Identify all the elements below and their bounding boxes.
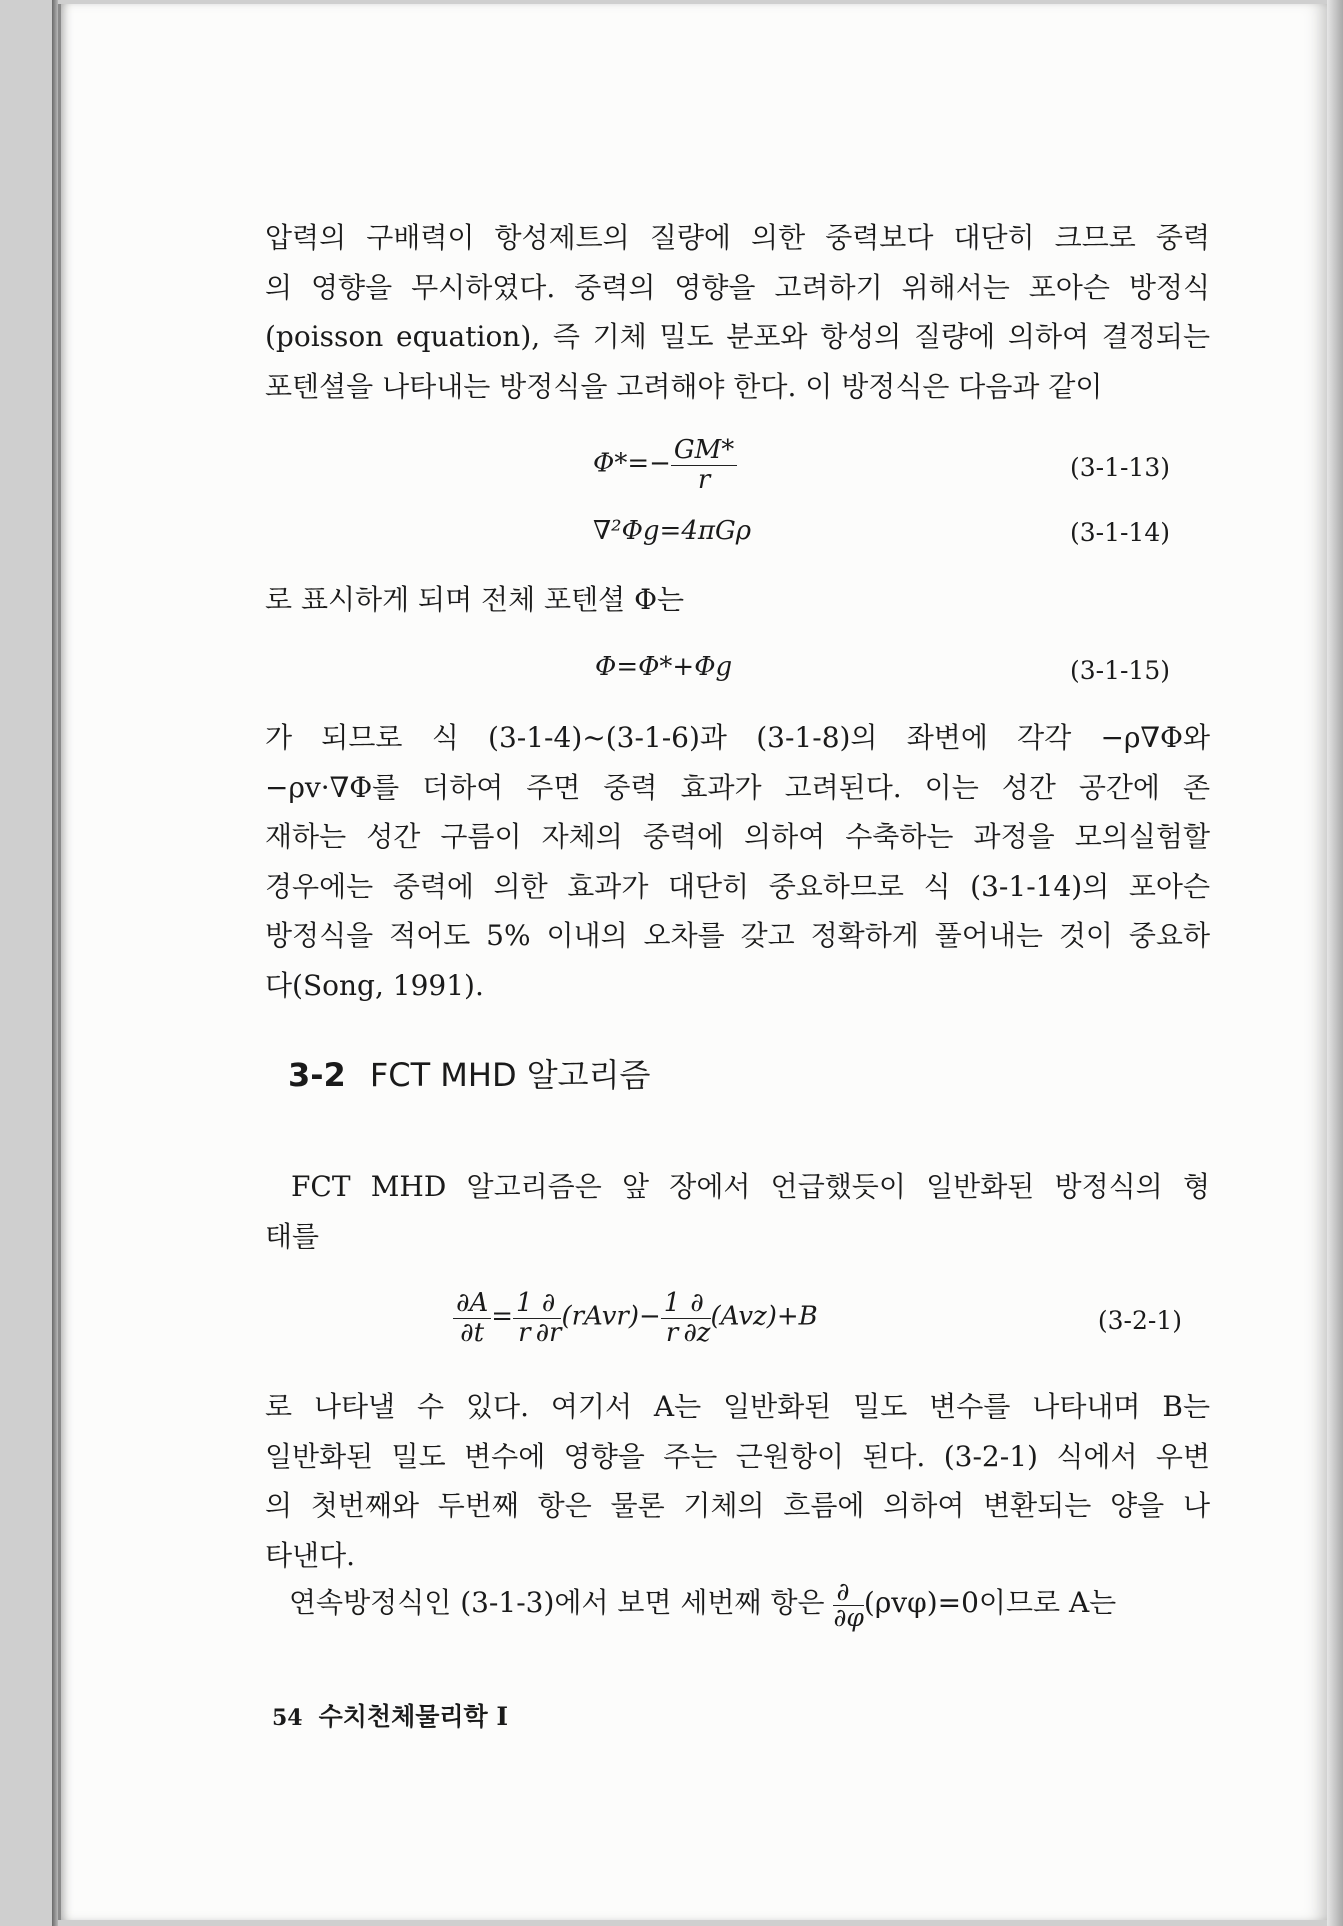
text-line: 의 영향을 무시하였다. 중력의 영향을 고려하기 위해서는 포아슨 방정식	[265, 270, 1210, 304]
text-line: 일반화된 밀도 변수에 영향을 주는 근원항이 된다. (3-2-1) 식에서 우변	[265, 1439, 1210, 1473]
equation-formula: $\frac{\partial A}{\partial t}$ = $\frac{1}{r}$ $\frac{\partial}{\partial r}$ (rAvr)− $\frac{1}{r}$ $\frac{\partial}{\partial z}$ (Avz)+B	[453, 1288, 818, 1347]
paragraph-2	[265, 575, 1210, 625]
paragraph-4	[265, 1162, 1210, 1261]
page-number: 54	[272, 1705, 303, 1731]
equation-formula: ∇²Φg=4πGρ	[593, 516, 752, 546]
text-line: 의 첫번째와 두번째 항은 물론 기체의 흐름에 의하여 변환되는 양을 나	[265, 1489, 1210, 1522]
section-heading	[288, 1050, 650, 1096]
text-line: 로 나타낼 수 있다. 여기서 A는 일반화된 밀도 변수를 나타내며 B는	[265, 1390, 1210, 1423]
equation-formula: Φ*=− $\frac{GM*}{r}$	[593, 435, 737, 494]
equation-3-1-13	[265, 435, 1210, 495]
paragraph-6: 연속방정식인 (3-1-3)에서 보면 세번째 항은 $\frac{\partial}{\partial\varphi}$ (ρvφ)=0이므로 A는	[289, 1577, 1117, 1632]
equation-3-2-1	[265, 1288, 1210, 1358]
page-footer	[272, 1697, 508, 1733]
equation-3-1-14	[265, 512, 1210, 572]
equation-number: (3-1-14)	[1069, 518, 1170, 547]
paragraph-1	[265, 213, 1210, 411]
section-title: FCT MHD 알고리즘	[369, 1056, 651, 1094]
text-line: 태를	[265, 1219, 320, 1253]
running-title: 수치천체물리학 I	[318, 1702, 509, 1731]
text-line: (ρvφ)=0이므로 A는	[863, 1586, 1117, 1619]
text-line: FCT MHD 알고리즘은 앞 장에서 언급했듯이 일반화된 방정식의 형	[291, 1170, 1210, 1203]
equation-number: (3-1-13)	[1069, 453, 1170, 482]
text-line: 경우에는 중력에 의한 효과가 대단히 중요하므로 식 (3-1-14)의 포아슨	[265, 869, 1210, 903]
equation-number: (3-2-1)	[1097, 1306, 1182, 1335]
paragraph-3	[265, 713, 1210, 1010]
text-line: 로 표시하게 되며 전체 포텐셜 Φ는	[265, 583, 685, 616]
text-line: 재하는 성간 구름이 자체의 중력에 의하여 수축하는 과정을 모의실험할	[265, 820, 1210, 853]
paragraph-5	[265, 1382, 1210, 1580]
page-edge	[1327, 0, 1343, 1926]
text-line: 포텐셜을 나타내는 방정식을 고려해야 한다. 이 방정식은 다음과 같이	[265, 369, 1103, 403]
section-number: 3-2	[288, 1056, 346, 1094]
text-line: 다(Song, 1991).	[265, 968, 484, 1002]
text-line: 연속방정식인 (3-1-3)에서 보면 세번째 항은	[289, 1586, 825, 1619]
text-line: 방정식을 적어도 5% 이내의 오차를 갖고 정확하게 풀어내는 것이 중요하	[265, 919, 1210, 952]
text-line: 압력의 구배력이 항성제트의 질량에 의한 중력보다 대단히 크므로 중력	[265, 221, 1210, 254]
equation-3-1-15	[265, 650, 1210, 710]
text-line: (poisson equation), 즉 기체 밀도 분포와 항성의 질량에 의하여 결정되는	[265, 320, 1210, 353]
equation-formula: Φ=Φ*+Φg	[595, 652, 733, 682]
text-line: 가 되므로 식 (3-1-4)~(3-1-6)과 (3-1-8)의 좌변에 각각 −ρ∇Φ와	[265, 721, 1210, 754]
text-line: −ρv·∇Φ를 더하여 주면 중력 효과가 고려된다. 이는 성간 공간에 존	[265, 770, 1210, 804]
equation-number: (3-1-15)	[1069, 656, 1170, 685]
text-line: 타낸다.	[265, 1538, 356, 1572]
